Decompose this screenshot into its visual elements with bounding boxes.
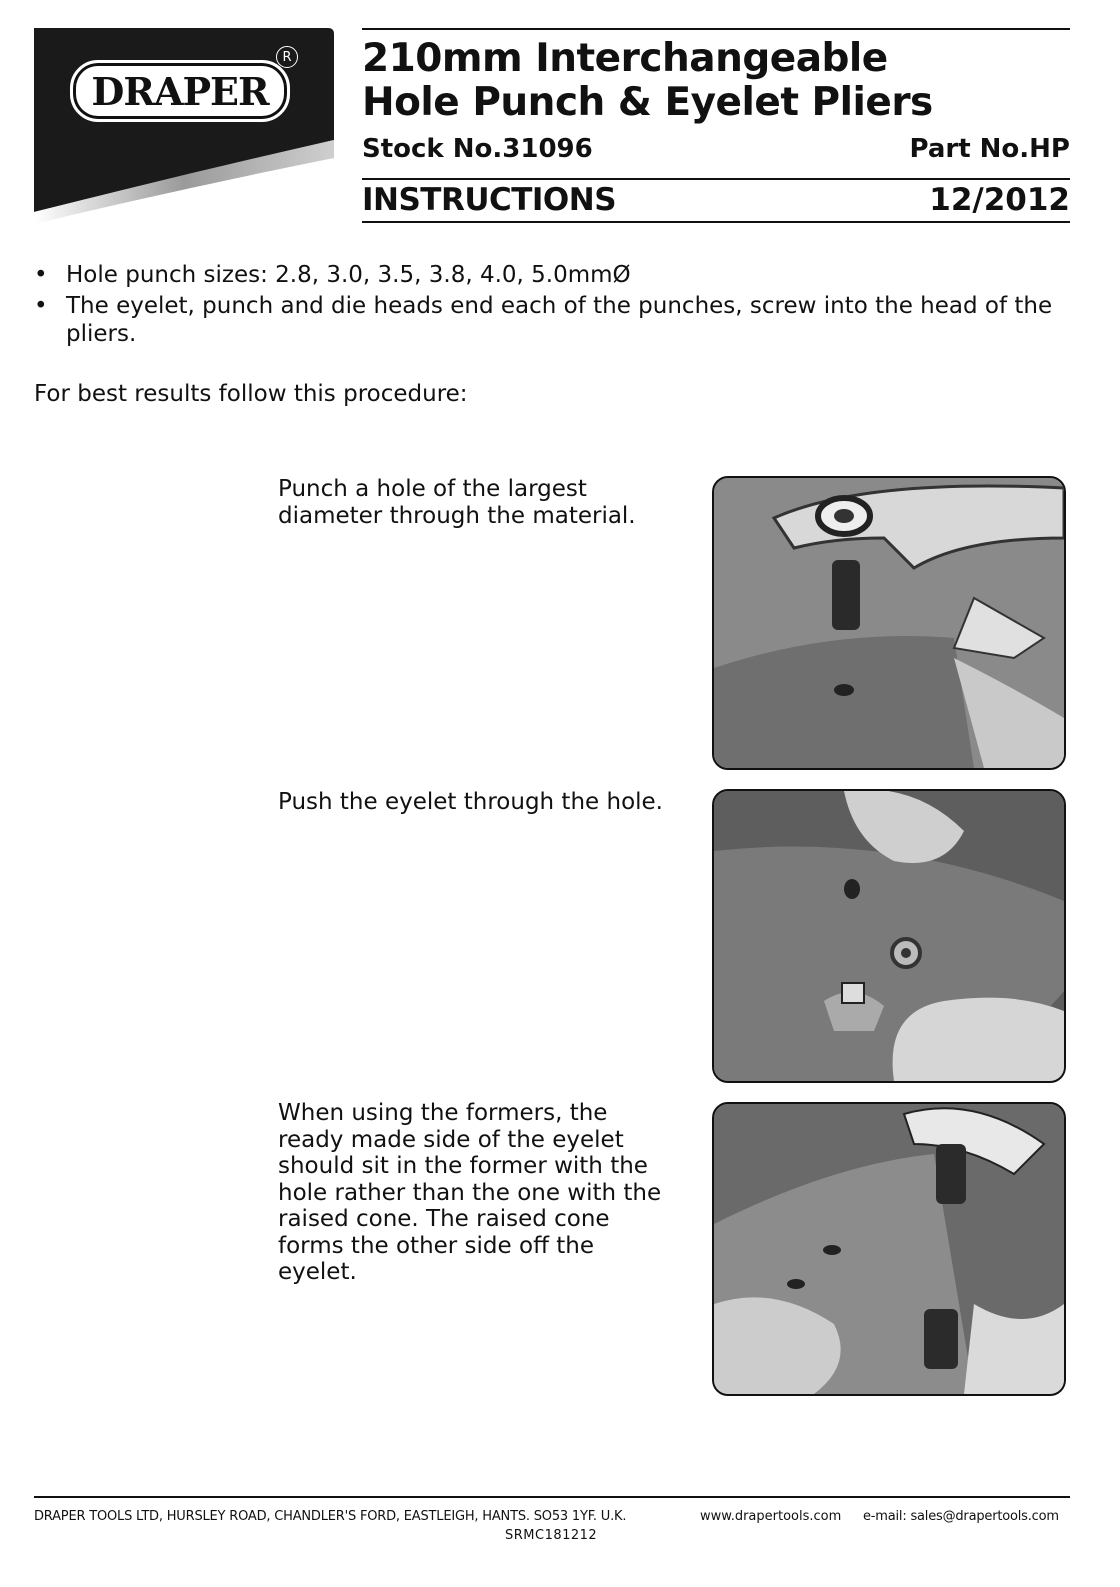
bullet-dot: • xyxy=(34,293,48,319)
registered-mark: R xyxy=(276,46,298,68)
part-number: Part No.HP xyxy=(909,134,1070,164)
step-3-photo xyxy=(712,1102,1066,1396)
instructions-heading: INSTRUCTIONS xyxy=(362,182,617,218)
footer-rule xyxy=(34,1496,1070,1498)
title-line-1: 210mm Interchangeable xyxy=(362,36,888,81)
document-date: 12/2012 xyxy=(929,182,1070,218)
step-3-text: When using the formers, the ready made side of the eyelet should sit in the former with the hole rather than the one with the raised cone. The raised cone forms the other side off the eyelet. xyxy=(278,1100,662,1285)
step-2-photo xyxy=(712,789,1066,1083)
document-code: SRMC181212 xyxy=(505,1528,598,1543)
header-rule-top xyxy=(362,28,1070,30)
title-line-2: Hole Punch & Eyelet Pliers xyxy=(362,80,933,125)
bullet-text: Hole punch sizes: 2.8, 3.0, 3.5, 3.8, 4.0, 5.0mmØ xyxy=(66,262,631,288)
step-1-photo xyxy=(712,476,1066,770)
bullet-item xyxy=(34,261,1054,291)
footer-email[interactable]: e-mail: sales@drapertools.com xyxy=(863,1509,1059,1524)
footer-address: DRAPER TOOLS LTD, HURSLEY ROAD, CHANDLER'S FORD, EASTLEIGH, HANTS. SO53 1YF. U.K. xyxy=(34,1509,627,1524)
stock-number: Stock No.31096 xyxy=(362,134,593,164)
procedure-intro: For best results follow this procedure: xyxy=(34,381,468,407)
bullet-item xyxy=(34,292,1054,348)
bullet-dot: • xyxy=(34,262,48,288)
bullet-text: The eyelet, punch and die heads end each of the punches, screw into the head of the pliers. xyxy=(66,293,1053,347)
draper-logo: DRAPER xyxy=(70,60,290,122)
footer-website[interactable]: www.drapertools.com xyxy=(700,1509,842,1524)
step-1-text: Punch a hole of the largest diameter through the material. xyxy=(278,476,636,529)
step-2-text: Push the eyelet through the hole. xyxy=(278,789,663,815)
header-rule-middle xyxy=(362,178,1070,180)
header-rule-bottom xyxy=(362,221,1070,223)
